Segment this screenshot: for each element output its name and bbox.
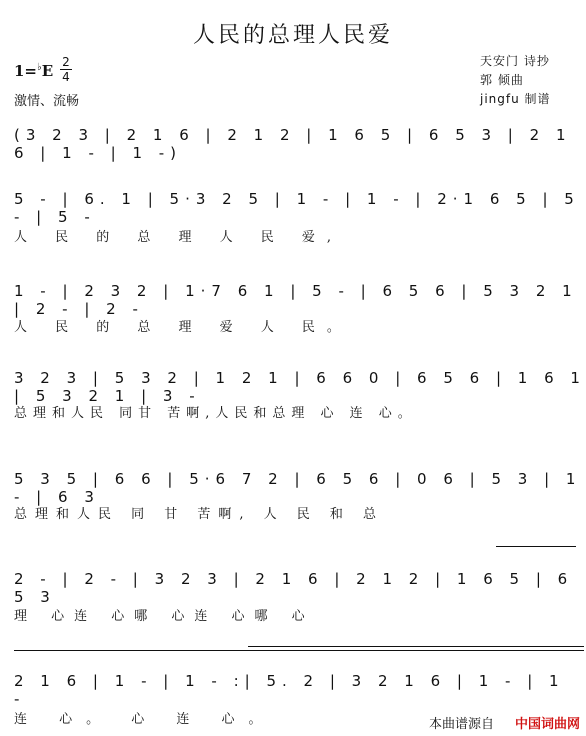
score-row-6 — [0, 566, 586, 606]
notation-line: 5 - | 6. 1 | 5·3 2 5 | 1 - | 1 - | 2·1 6 5 | 5 - | 5 - — [14, 190, 580, 226]
score-row-3 — [0, 278, 586, 318]
song-title: 人民的总理人民爱 — [192, 23, 393, 48]
composer-credit: 郭 倾曲 — [480, 73, 524, 87]
volta-bracket — [496, 546, 576, 547]
notation-line: 3 2 3 | 5 3 2 | 1 2 1 | 6 6 0 | 6 5 6 | 1 6 1 | 5 3 2 1 | 3 - — [14, 369, 586, 405]
score-row-4 — [0, 365, 586, 405]
lyrics-line: 理 心连 心哪 心连 心哪 心 — [14, 609, 315, 624]
score-row-7 — [0, 668, 586, 708]
score-row-5 — [0, 466, 586, 506]
key-prefix: 1= — [14, 62, 38, 80]
time-signature-top: 2 — [62, 55, 70, 69]
notation-line: 5 3 5 | 6 6 | 5·6 7 2 | 6 5 6 | 0 6 | 5 3 | 1 - | 6 3 — [14, 470, 582, 506]
time-signature — [60, 56, 72, 83]
lyrics-row-3 — [0, 316, 586, 336]
lyrics-line: 人 民 的 总 理 爱 人 民。 — [14, 320, 352, 335]
lyrics-row-6 — [0, 605, 586, 625]
lyrics-row-4 — [0, 402, 586, 422]
time-signature-bottom: 4 — [62, 70, 70, 84]
lyrics-row-2 — [0, 226, 586, 246]
lyrics-line: 总理和人民 同甘 苦啊,人民和总理 心 连 心。 — [14, 406, 417, 421]
key-tonic: E — [41, 62, 54, 80]
site-watermark: 中国词曲网 — [514, 717, 580, 732]
lyrics-row-7 — [0, 708, 586, 728]
notation-line: (3 2 3 | 2 1 6 | 2 1 2 | 1 6 5 | 6 5 3 | 2 1 6 | 1 - | 1 -) — [14, 126, 572, 162]
score-row-1 — [0, 122, 586, 162]
score-row-2 — [0, 186, 586, 226]
lyrics-line: 总理和人民 同 甘 苦啊, 人 民 和 总 — [14, 507, 385, 522]
lyrics-line: 连 心。 心 连 心。 — [14, 712, 276, 727]
engraver-credit: jingfu 制谱 — [480, 92, 551, 106]
notation-line: 2 - | 2 - | 3 2 3 | 2 1 6 | 2 1 2 | 1 6 5 | 6 5 3 — [14, 570, 574, 606]
flat-accidental: ♭ — [37, 62, 42, 73]
lyrics-line: 人 民 的 总 理 人 民 爱, — [14, 230, 344, 245]
lyricist-credit: 天安门 诗抄 — [480, 54, 550, 68]
lyrics-row-5 — [0, 503, 586, 523]
notation-line: 2 1 6 | 1 - | 1 - :| 5. 2 | 3 2 1 6 | 1 - | 1 - — [14, 672, 565, 708]
notation-line: 1 - | 2 3 2 | 1·7 6 1 | 5 - | 6 5 6 | 5 3 2 1 | 2 - | 2 - — [14, 282, 578, 318]
key-signature — [14, 62, 53, 80]
tempo-marking: 激情、流畅 — [14, 94, 80, 109]
volta-bracket — [248, 646, 584, 647]
source-watermark: 本曲谱源自 — [428, 717, 494, 732]
system-line — [14, 650, 584, 651]
